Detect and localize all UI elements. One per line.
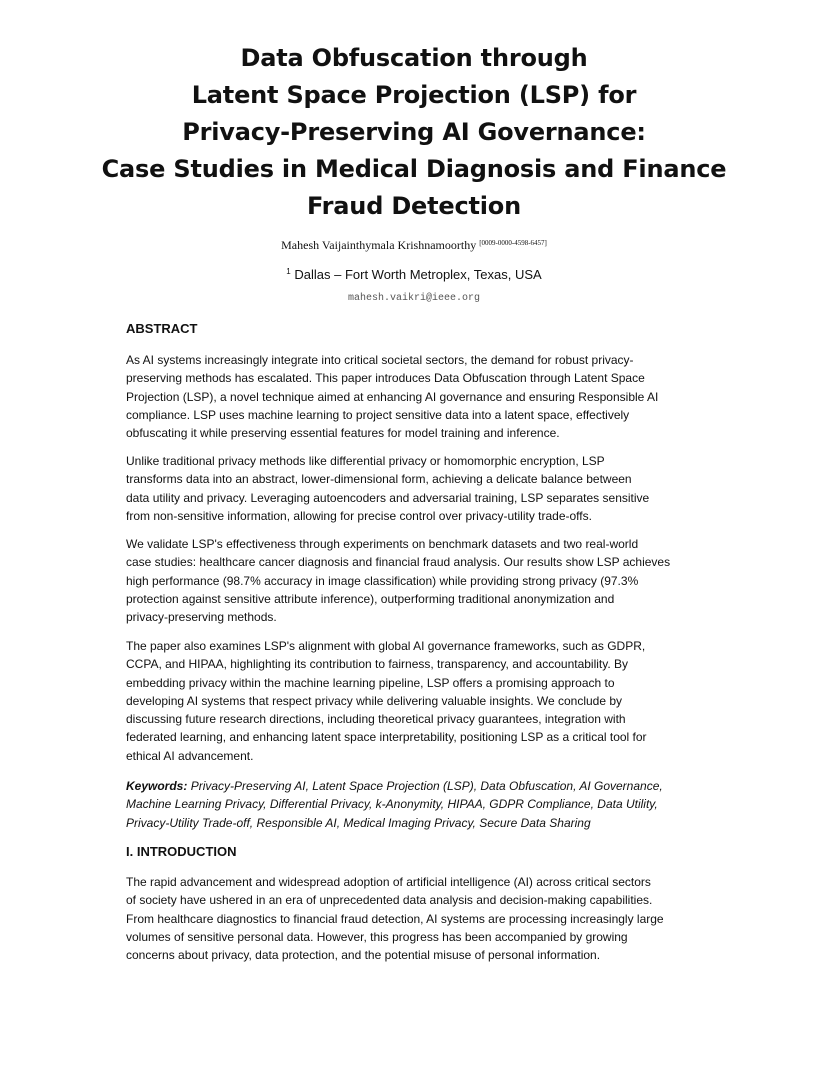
text-line: preserving methods has escalated. This paper introduces Data Obfuscation through Latent Space xyxy=(126,371,645,386)
text-line: case studies: healthcare cancer diagnosis and financial fraud analysis. Our results show LSP achieves xyxy=(126,555,671,570)
text-line: The paper also examines LSP's alignment with global AI governance frameworks, such as GDPR, xyxy=(126,639,646,653)
paper-title xyxy=(60,40,768,225)
affiliation-line xyxy=(0,263,828,284)
keywords-line: Machine Learning Privacy, Differential Privacy, k-Anonymity, HIPAA, GDPR Compliance, Data Utility, xyxy=(126,797,658,812)
author-line xyxy=(0,235,828,253)
text-line: obfuscating it while preserving essential features for model training and inference. xyxy=(126,426,560,441)
introduction-paragraph xyxy=(126,873,716,964)
text-line: The rapid advancement and widespread adoption of artificial intelligence (AI) across critical sectors xyxy=(126,875,651,889)
text-line: volumes of sensitive personal data. However, this progress has been accompanied by growing xyxy=(126,929,628,944)
title-line: Data Obfuscation through xyxy=(240,44,588,72)
text-line: Projection (LSP), a novel technique aimed at enhancing AI governance and ensuring Responsible AI xyxy=(126,389,659,404)
abstract-paragraph-4 xyxy=(126,637,716,765)
title-line: Case Studies in Medical Diagnosis and Finance xyxy=(101,155,727,183)
text-line: compliance. LSP uses machine learning to project sensitive data into a latent space, effectively xyxy=(126,407,630,422)
text-line: privacy-preserving methods. xyxy=(126,610,277,625)
abstract-paragraph-2 xyxy=(126,452,716,525)
text-line: transforms data into an abstract, lower-dimensional form, achieving a delicate balance between xyxy=(126,472,632,487)
author-email: mahesh.vaikri@ieee.org xyxy=(347,293,481,304)
text-line: We validate LSP's effectiveness through experiments on benchmark datasets and two real-world xyxy=(126,537,639,551)
affiliation-marker: 1 xyxy=(286,267,291,276)
keywords-label: Keywords: xyxy=(126,779,188,793)
title-line: Fraud Detection xyxy=(307,192,521,220)
title-line: Latent Space Projection (LSP) for xyxy=(191,81,637,109)
abstract-paragraph-1 xyxy=(126,351,716,442)
text-line: developing AI systems that respect privacy while delivering valuable insights. We conclude by xyxy=(126,693,623,708)
keywords-line xyxy=(126,777,716,795)
text-line: As AI systems increasingly integrate into critical societal sectors, the demand for robust privacy- xyxy=(126,353,634,367)
text-line: CCPA, and HIPAA, highlighting its contribution to fairness, transparency, and accountability. By xyxy=(126,657,629,672)
title-line: Privacy-Preserving AI Governance: xyxy=(182,118,646,146)
affiliation-text: Dallas – Fort Worth Metroplex, Texas, USA xyxy=(294,267,542,282)
text-line: data utility and privacy. Leveraging autoencoders and adversarial training, LSP separates sensitive xyxy=(126,490,650,505)
keywords-block xyxy=(126,777,716,832)
introduction-heading: I. INTRODUCTION xyxy=(126,844,237,859)
text-line: Unlike traditional privacy methods like differential privacy or homomorphic encryption, LSP xyxy=(126,454,605,468)
text-line: of society have ushered in an era of unprecedented data analysis and decision-making capabilities. xyxy=(126,893,653,908)
keywords-text: Privacy-Preserving AI, Latent Space Projection (LSP), Data Obfuscation, AI Governance, xyxy=(187,779,663,793)
abstract-heading: ABSTRACT xyxy=(126,321,198,336)
text-line: concerns about privacy, data protection, and the potential misuse of personal information. xyxy=(126,948,601,963)
keywords-line: Privacy-Utility Trade-off, Responsible AI, Medical Imaging Privacy, Secure Data Sharing xyxy=(126,815,591,830)
text-line: discussing future research directions, including theoretical privacy guarantees, integration with xyxy=(126,712,626,727)
text-line: federated learning, and enhancing latent space interpretability, positioning LSP as a critical tool for xyxy=(126,730,647,745)
text-line: protection against sensitive attribute inference), outperforming traditional anonymization and xyxy=(126,591,615,606)
author-orcid: [0009-0000-4598-6457] xyxy=(479,239,547,247)
text-line: ethical AI advancement. xyxy=(126,748,254,763)
text-line: embedding privacy within the machine learning pipeline, LSP offers a promising approach to xyxy=(126,675,615,690)
text-line: high performance (98.7% accuracy in image classification) while providing strong privacy (97.3% xyxy=(126,573,639,588)
author-name: Mahesh Vaijainthymala Krishnamoorthy xyxy=(281,238,477,252)
text-line: From healthcare diagnostics to financial fraud detection, AI systems are processing increasingly large xyxy=(126,911,664,926)
abstract-paragraph-3 xyxy=(126,535,716,626)
text-line: from non-sensitive information, allowing for precise control over privacy-utility trade-offs. xyxy=(126,508,592,523)
